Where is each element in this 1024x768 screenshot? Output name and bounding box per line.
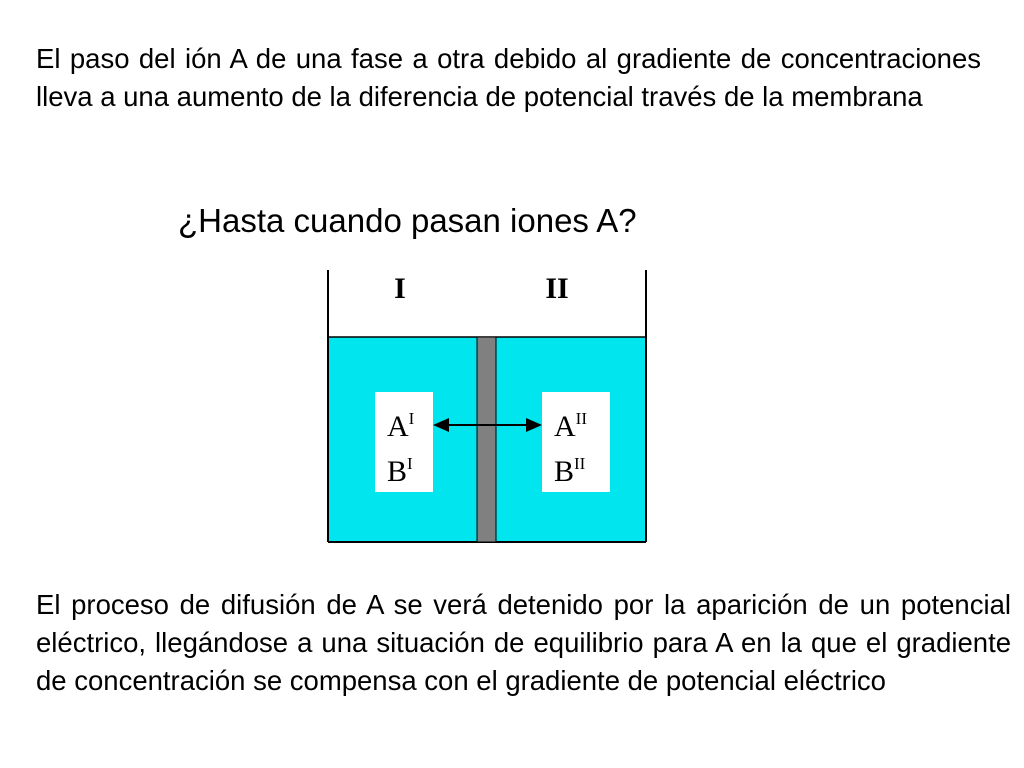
left-ion-a-label: $A^I$ (387, 409, 415, 443)
conclusion-paragraph: El proceso de difusión de A se verá detenido por la aparición de un potencial eléctrico, llegándose a una situación de equilibrio para A en la que el gradiente de concentración se compensa con el gradiente de potencial eléctrico (36, 589, 1011, 696)
right-ion-box (542, 392, 610, 492)
right-ion-a-label: $A^{II}$ (554, 409, 587, 443)
left-ion-b-label: $B^I$ (387, 454, 413, 488)
intro-paragraph: El paso del ión A de una fase a otra debido al gradiente de concentraciones lleva a una aumento de la diferencia de potencial través de la membrana (36, 43, 981, 112)
question-heading: ¿Hasta cuando pasan iones A? (178, 202, 637, 239)
phase-label-right: II (545, 272, 569, 305)
phase-label-left: I (394, 272, 406, 305)
right-ion-b-label: $B^{II}$ (554, 454, 586, 488)
membrane (477, 337, 496, 542)
